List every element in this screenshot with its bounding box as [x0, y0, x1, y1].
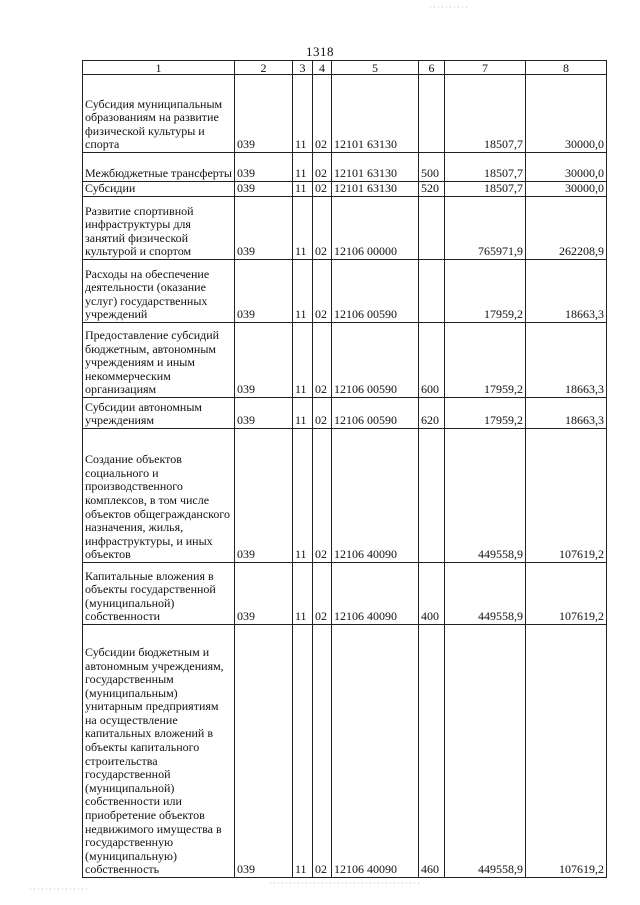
cell-amount-2: 30000,0: [526, 153, 607, 182]
table-row: [83, 197, 607, 260]
row-name: Предоставление субсидий бюджетным, автономным учреждениям и иным некоммерческим организациям: [83, 323, 235, 398]
cell-section: 11: [293, 563, 313, 625]
cell-type: [419, 75, 445, 153]
cell-section: 11: [293, 323, 313, 398]
cell-ministry: 039: [235, 153, 293, 182]
cell-type: 600: [419, 323, 445, 398]
table-row: [83, 182, 607, 197]
cell-amount-1: 17959,2: [445, 398, 526, 429]
cell-type: 620: [419, 398, 445, 429]
row-name: Субсидия муниципальным образованиям на развитие физической культуры и спорта: [83, 75, 235, 153]
cell-target: 12101 63130: [332, 182, 419, 197]
cell-target: 12106 00590: [332, 323, 419, 398]
table-row: [83, 398, 607, 429]
cell-target: 12106 00000: [332, 197, 419, 260]
column-header: 2: [235, 61, 293, 75]
cell-amount-1: 18507,7: [445, 153, 526, 182]
cell-section: 11: [293, 75, 313, 153]
column-header: 6: [419, 61, 445, 75]
cell-subsection: 02: [313, 197, 332, 260]
cell-amount-2: 18663,3: [526, 398, 607, 429]
cell-type: 520: [419, 182, 445, 197]
cell-section: 11: [293, 429, 313, 563]
cell-ministry: 039: [235, 563, 293, 625]
cell-section: 11: [293, 153, 313, 182]
table-row: [83, 323, 607, 398]
scan-artifact: [430, 6, 470, 8]
cell-type: 400: [419, 563, 445, 625]
table-row: [83, 625, 607, 878]
table-row: [83, 563, 607, 625]
column-header: 5: [332, 61, 419, 75]
cell-target: 12101 63130: [332, 75, 419, 153]
cell-ministry: 039: [235, 625, 293, 878]
cell-ministry: 039: [235, 260, 293, 323]
cell-amount-2: 107619,2: [526, 429, 607, 563]
column-header: 7: [445, 61, 526, 75]
cell-target: 12106 00590: [332, 398, 419, 429]
cell-amount-2: 30000,0: [526, 182, 607, 197]
cell-subsection: 02: [313, 260, 332, 323]
cell-target: 12106 00590: [332, 260, 419, 323]
cell-subsection: 02: [313, 323, 332, 398]
column-header: 4: [313, 61, 332, 75]
row-name: Субсидии бюджетным и автономным учреждениям, государственным (муниципальным) унитарным предприятиям на осуществление капитальных вложений в объекты капитального строительства государственной (муниципальной) собственности или приобретение объектов недвижимого имущества в государственную (муниципальную) собственность: [83, 625, 235, 878]
table-row: [83, 260, 607, 323]
column-header: 1: [83, 61, 235, 75]
cell-amount-1: 18507,7: [445, 182, 526, 197]
cell-amount-1: 449558,9: [445, 563, 526, 625]
cell-amount-2: 18663,3: [526, 323, 607, 398]
cell-section: 11: [293, 260, 313, 323]
header-row: [83, 61, 607, 75]
cell-section: 11: [293, 398, 313, 429]
table-row: [83, 75, 607, 153]
cell-subsection: 02: [313, 429, 332, 563]
table-row: [83, 153, 607, 182]
cell-subsection: 02: [313, 398, 332, 429]
cell-type: [419, 429, 445, 563]
row-name: Субсидии автономным учреждениям: [83, 398, 235, 429]
cell-target: 12106 40090: [332, 429, 419, 563]
cell-ministry: 039: [235, 323, 293, 398]
cell-ministry: 039: [235, 75, 293, 153]
cell-section: 11: [293, 182, 313, 197]
cell-ministry: 039: [235, 398, 293, 429]
cell-subsection: 02: [313, 625, 332, 878]
cell-amount-1: 765971,9: [445, 197, 526, 260]
column-header: 8: [526, 61, 607, 75]
table-row: [83, 429, 607, 563]
row-name: Расходы на обеспечение деятельности (оказание услуг) государственных учреждений: [83, 260, 235, 323]
column-header: 3: [293, 61, 313, 75]
cell-amount-1: 449558,9: [445, 429, 526, 563]
page-number: 1318: [306, 44, 334, 59]
cell-amount-1: 449558,9: [445, 625, 526, 878]
cell-amount-2: 107619,2: [526, 625, 607, 878]
cell-subsection: 02: [313, 182, 332, 197]
cell-ministry: 039: [235, 429, 293, 563]
cell-amount-1: 18507,7: [445, 75, 526, 153]
row-name: Развитие спортивной инфраструктуры для занятий физической культурой и спортом: [83, 197, 235, 260]
cell-target: 12106 40090: [332, 625, 419, 878]
cell-subsection: 02: [313, 563, 332, 625]
budget-table: [82, 60, 607, 878]
row-name: Капитальные вложения в объекты государственной (муниципальной) собственности: [83, 563, 235, 625]
row-name: Субсидии: [83, 182, 235, 197]
cell-ministry: 039: [235, 182, 293, 197]
scan-artifact: [270, 882, 420, 884]
cell-section: 11: [293, 625, 313, 878]
cell-target: 12106 40090: [332, 563, 419, 625]
row-name: Межбюджетные трансферты: [83, 153, 235, 182]
cell-amount-1: 17959,2: [445, 323, 526, 398]
cell-subsection: 02: [313, 153, 332, 182]
cell-target: 12101 63130: [332, 153, 419, 182]
cell-amount-2: 18663,3: [526, 260, 607, 323]
cell-type: [419, 197, 445, 260]
cell-section: 11: [293, 197, 313, 260]
cell-subsection: 02: [313, 75, 332, 153]
cell-ministry: 039: [235, 197, 293, 260]
row-name: Создание объектов социального и производственного комплексов, в том числе объектов общегражданского назначения, жилья, инфраструктуры, и иных объектов: [83, 429, 235, 563]
cell-amount-1: 17959,2: [445, 260, 526, 323]
cell-type: 460: [419, 625, 445, 878]
scan-artifact: [30, 888, 90, 890]
cell-amount-2: 30000,0: [526, 75, 607, 153]
cell-amount-2: 262208,9: [526, 197, 607, 260]
cell-type: 500: [419, 153, 445, 182]
cell-amount-2: 107619,2: [526, 563, 607, 625]
cell-type: [419, 260, 445, 323]
